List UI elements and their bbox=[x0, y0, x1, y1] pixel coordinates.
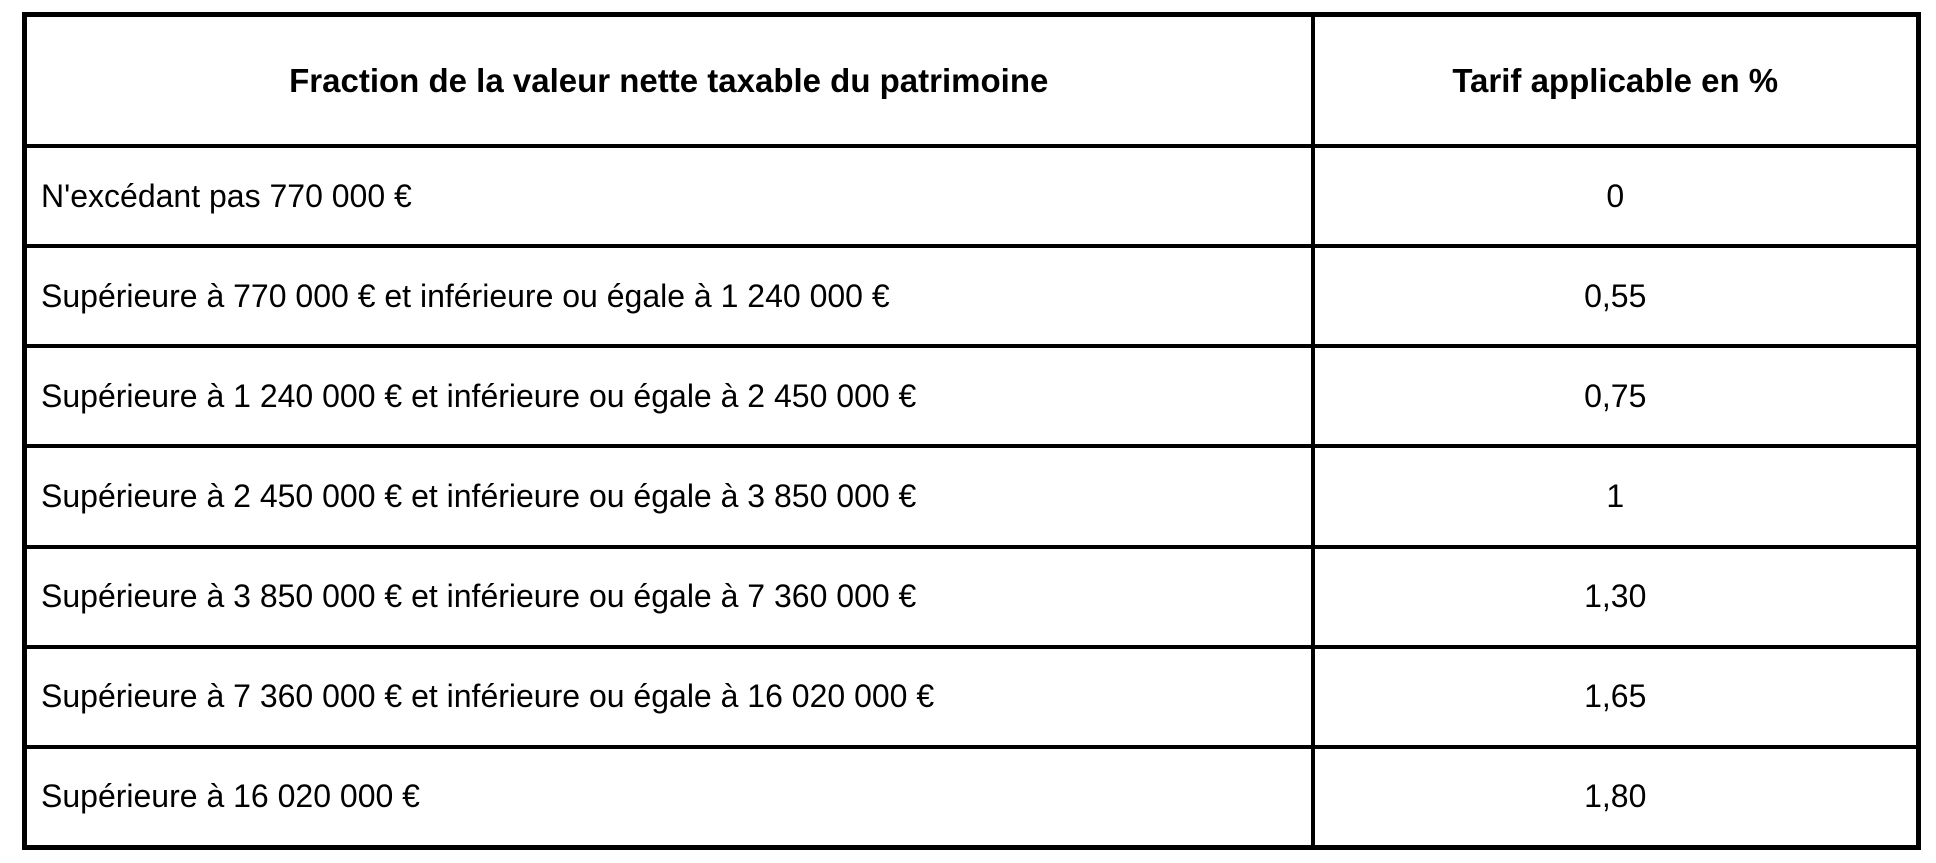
column-header-rate: Tarif applicable en % bbox=[1313, 15, 1919, 147]
table-row bbox=[25, 647, 1919, 747]
rate-cell: 0,75 bbox=[1313, 346, 1919, 446]
fraction-cell: Supérieure à 16 020 000 € bbox=[25, 747, 1313, 848]
fraction-cell: Supérieure à 770 000 € et inférieure ou égale à 1 240 000 € bbox=[25, 246, 1313, 346]
table-row bbox=[25, 146, 1919, 246]
table-row bbox=[25, 346, 1919, 446]
table-row bbox=[25, 446, 1919, 546]
fraction-cell: Supérieure à 7 360 000 € et inférieure ou égale à 16 020 000 € bbox=[25, 647, 1313, 747]
rate-cell: 1,80 bbox=[1313, 747, 1919, 848]
rate-cell: 1,30 bbox=[1313, 547, 1919, 647]
fraction-cell: N'excédant pas 770 000 € bbox=[25, 146, 1313, 246]
column-header-fraction: Fraction de la valeur nette taxable du patrimoine bbox=[25, 15, 1313, 147]
fraction-cell: Supérieure à 1 240 000 € et inférieure ou égale à 2 450 000 € bbox=[25, 346, 1313, 446]
rate-cell: 1,65 bbox=[1313, 647, 1919, 747]
table-header-row bbox=[25, 15, 1919, 147]
fraction-cell: Supérieure à 3 850 000 € et inférieure ou égale à 7 360 000 € bbox=[25, 547, 1313, 647]
fraction-cell: Supérieure à 2 450 000 € et inférieure ou égale à 3 850 000 € bbox=[25, 446, 1313, 546]
rate-cell: 0 bbox=[1313, 146, 1919, 246]
table-row bbox=[25, 747, 1919, 848]
rate-cell: 0,55 bbox=[1313, 246, 1919, 346]
rate-cell: 1 bbox=[1313, 446, 1919, 546]
table-row bbox=[25, 547, 1919, 647]
table-row bbox=[25, 246, 1919, 346]
tax-rate-table bbox=[22, 12, 1921, 850]
